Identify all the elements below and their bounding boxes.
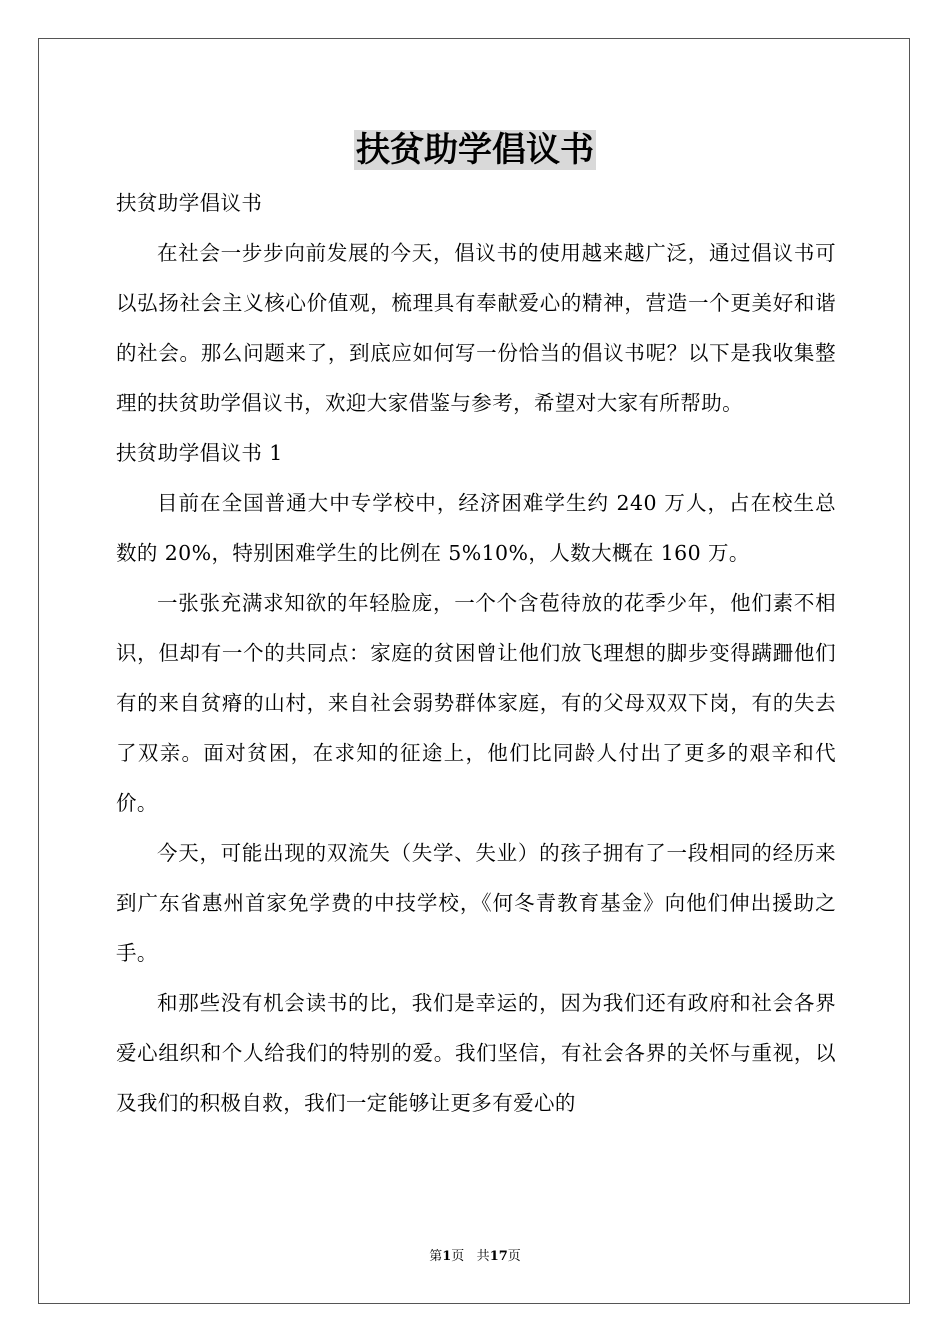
paragraph-fund: 今天，可能出现的双流失（失学、失业）的孩子拥有了一段相同的经历来到广东省惠州首家免学费的中技学校，《何冬青教育基金》向他们伸出援助之手。	[116, 841, 836, 965]
paragraph-statistics: 目前在全国普通大中专学校中，经济困难学生约 240 万人，占在校生总数的 20%，特别困难学生的比例在 5%10%，人数大概在 160 万。	[116, 491, 836, 565]
footer-total-pages: 17	[489, 1249, 508, 1264]
paragraph-subtitle: 扶贫助学倡议书	[116, 191, 263, 215]
footer-page-prefix: 第	[429, 1249, 443, 1264]
document-title-text: 扶贫助学倡议书	[356, 130, 594, 170]
footer-total-suffix: 页	[507, 1249, 521, 1264]
footer-page-suffix: 页	[451, 1249, 465, 1264]
document-title	[0, 128, 950, 172]
footer-page-number: 1	[442, 1249, 452, 1264]
paragraph-intro: 在社会一步步向前发展的今天，倡议书的使用越来越广泛，通过倡议书可以弘扬社会主义核心价值观，梳理具有奉献爱心的精神，营造一个更美好和谐的社会。那么问题来了，到底应如何写一份恰当的倡议书呢？以下是我收集整理的扶贫助学倡议书，欢迎大家借鉴与参考，希望对大家有所帮助。	[116, 241, 836, 415]
paragraph-students: 一张张充满求知欲的年轻脸庞，一个个含苞待放的花季少年，他们素不相识，但却有一个的共同点：家庭的贫困曾让他们放飞理想的脚步变得蹒跚他们有的来自贫瘠的山村，来自社会弱势群体家庭，有的父母双双下岗，有的失去了双亲。面对贫困，在求知的征途上，他们比同龄人付出了更多的艰辛和代价。	[116, 591, 836, 815]
paragraph-section-heading: 扶贫助学倡议书 1	[116, 441, 283, 465]
paragraph-gratitude: 和那些没有机会读书的比，我们是幸运的，因为我们还有政府和社会各界爱心组织和个人给我们的特别的爱。我们坚信，有社会各界的关怀与重视，以及我们的积极自救，我们一定能够让更多有爱心的	[116, 991, 836, 1115]
document-body	[116, 178, 836, 1128]
footer-total-prefix: 共	[476, 1249, 490, 1264]
page-footer	[0, 1248, 950, 1266]
